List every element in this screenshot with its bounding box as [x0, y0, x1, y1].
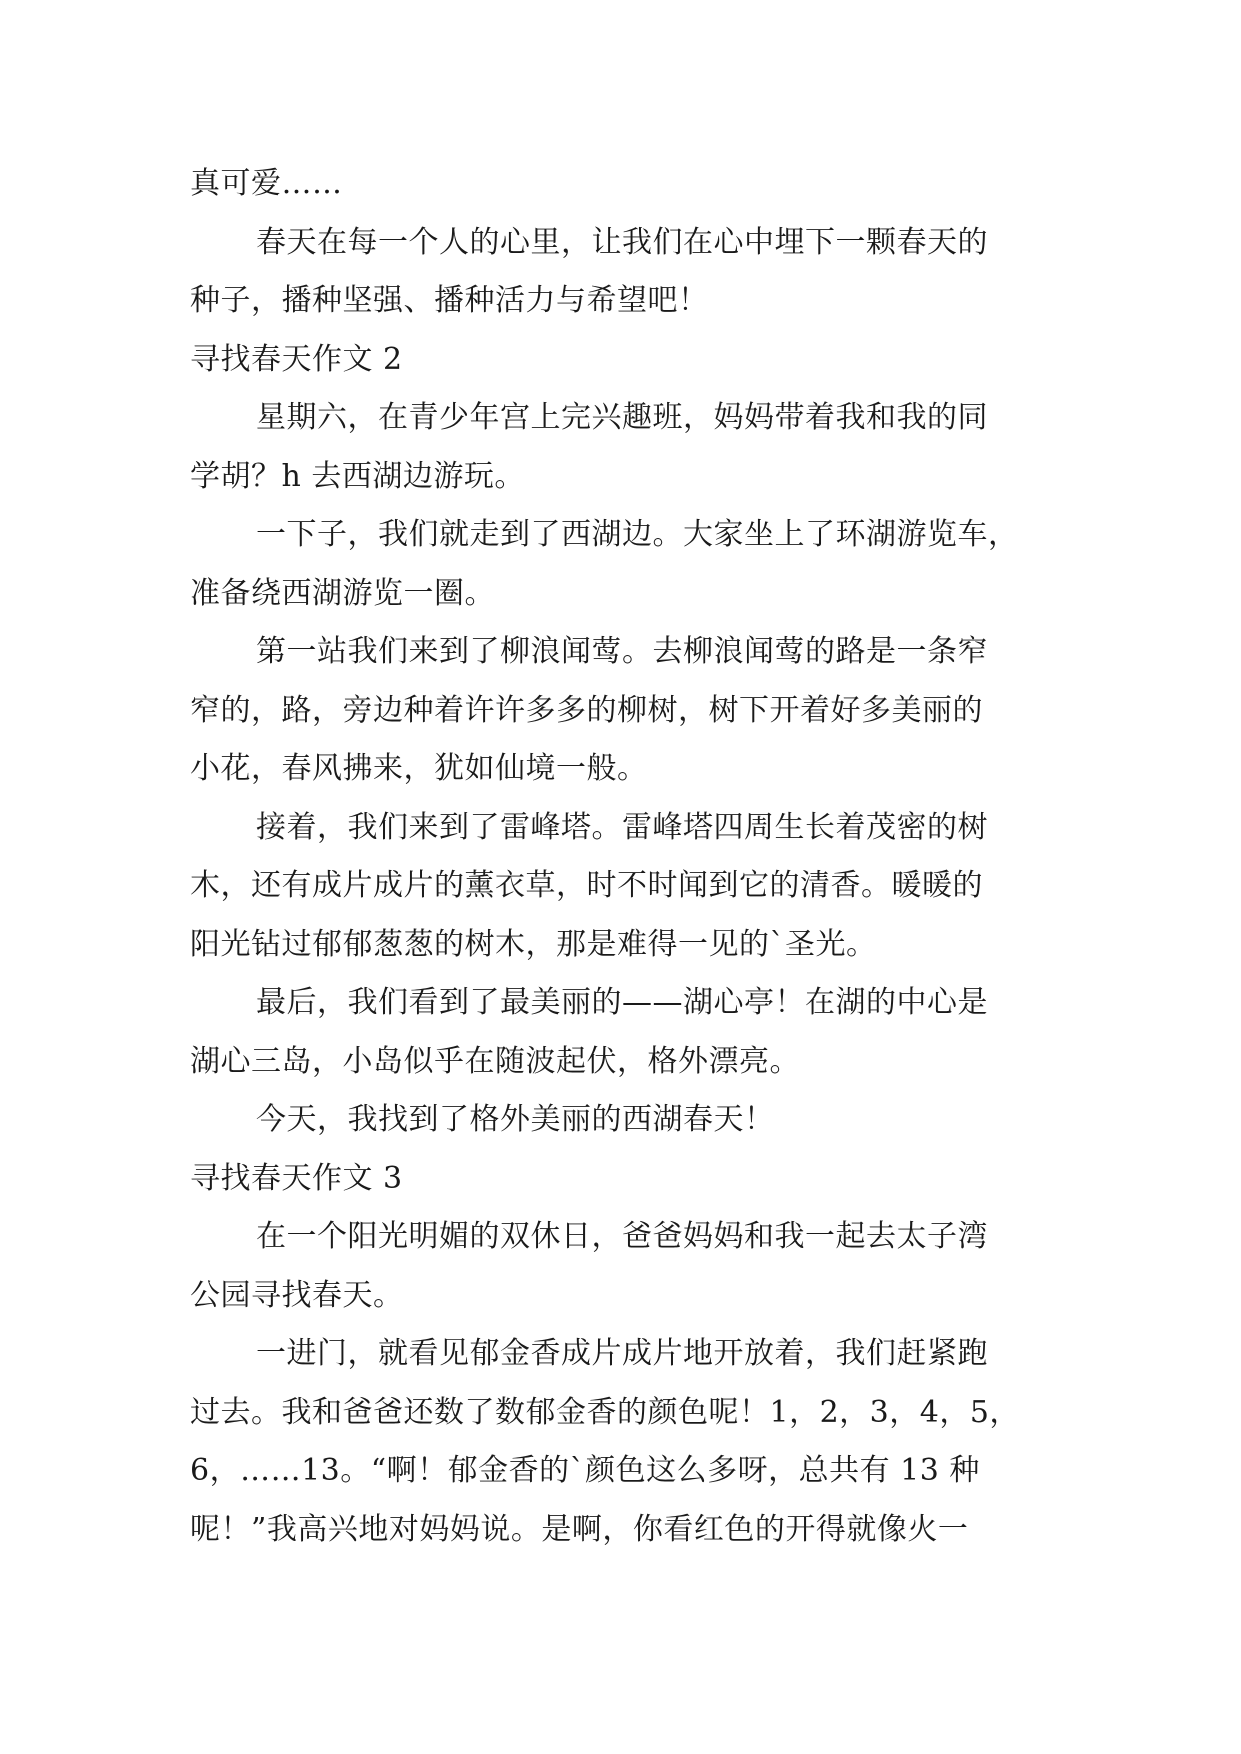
text-line: 小花，春风拂来，犹如仙境一般。	[190, 751, 648, 786]
paragraph-first-line: 一进门，就看见郁金香成片成片地开放着，我们赶紧跑	[256, 1336, 988, 1371]
paragraph-first-line: 在一个阳光明媚的双休日，爸爸妈妈和我一起去太子湾	[256, 1219, 988, 1254]
paragraph-first-line: 星期六，在青少年宫上完兴趣班，妈妈带着我和我的同	[256, 400, 988, 435]
text-line: 6，……13。“啊！郁金香的`颜色这么多呀，总共有 13 种	[190, 1453, 980, 1488]
text-line: 学胡？h 去西湖边游玩。	[190, 458, 525, 494]
text-line: 湖心三岛，小岛似乎在随波起伏，格外漂亮。	[190, 1043, 800, 1079]
text-line: 真可爱……	[190, 166, 343, 201]
text-line: 种子，播种坚强、播种活力与希望吧！	[190, 283, 709, 318]
paragraph-first-line: 春天在每一个人的心里，让我们在心中埋下一颗春天的	[256, 224, 988, 260]
text-line: 准备绕西湖游览一圈。	[190, 575, 495, 611]
text-line: 呢！”我高兴地对妈妈说。是啊，你看红色的开得就像火一	[190, 1511, 969, 1547]
section-heading: 寻找春天作文 2	[190, 341, 403, 377]
document-body	[190, 155, 1050, 1559]
text-line: 公园寻找春天。	[190, 1277, 404, 1313]
paragraph-first-line: 一下子，我们就走到了西湖边。大家坐上了环湖游览车，	[256, 517, 1019, 552]
text-line: 阳光钻过郁郁葱葱的树木，那是难得一见的`圣光。	[190, 926, 877, 962]
paragraph-first-line: 最后，我们看到了最美丽的——湖心亭！在湖的中心是	[256, 985, 988, 1020]
paragraph-first-line: 接着，我们来到了雷峰塔。雷峰塔四周生长着茂密的树	[256, 809, 988, 845]
text-line: 过去。我和爸爸还数了数郁金香的颜色呢！1，2，3，4，5，	[190, 1394, 1020, 1430]
paragraph-first-line: 今天，我找到了格外美丽的西湖春天！	[256, 1102, 775, 1137]
text-line: 窄的，路，旁边种着许许多多的柳树，树下开着好多美丽的	[190, 692, 983, 728]
text-line: 木，还有成片成片的薰衣草，时不时闻到它的清香。暖暖的	[190, 868, 983, 903]
paragraph-first-line: 第一站我们来到了柳浪闻莺。去柳浪闻莺的路是一条窄	[256, 634, 988, 669]
section-heading: 寻找春天作文 3	[190, 1160, 403, 1196]
